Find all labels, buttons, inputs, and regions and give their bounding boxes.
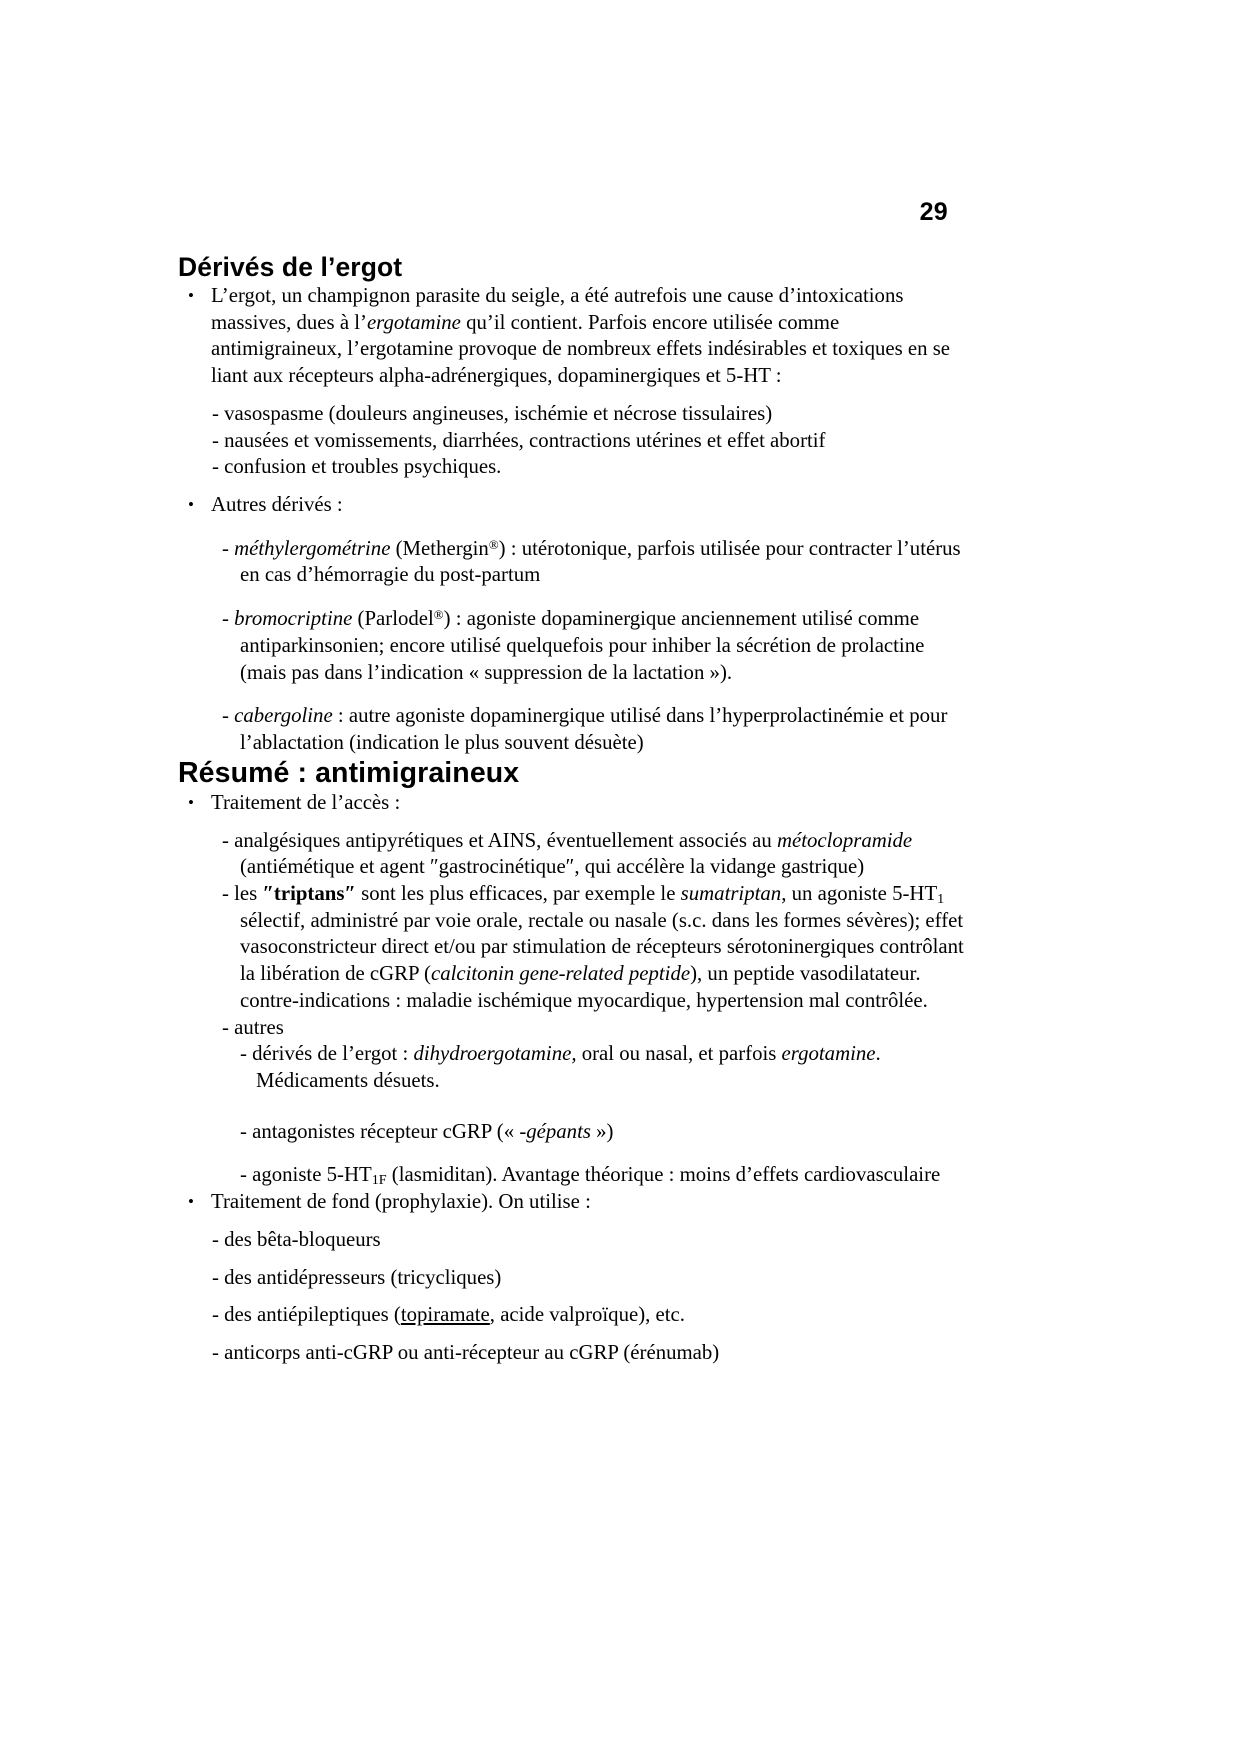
brand-text: (Parlodel bbox=[352, 607, 434, 631]
bullet-text-part1: L’ergot, un champignon parasite du seigle, a été autrefois une cause d’intoxications massives, dues à l’ bbox=[211, 284, 904, 334]
text-part5: ), un peptide vasodilatateur. bbox=[690, 962, 921, 986]
term-triptans: ″triptans″ bbox=[262, 881, 356, 905]
bullet-marker-icon: • bbox=[188, 1191, 194, 1211]
dash-marker: - bbox=[222, 536, 235, 560]
drug-name-dihydroergotamine: dihydroergotamine, bbox=[413, 1042, 577, 1066]
drug-name-ergotamine: ergotamine bbox=[366, 310, 461, 334]
bullet-autres-derives bbox=[178, 492, 968, 519]
description-text: ) : utérotonique, parfois utilisée pour contracter l’utérus en cas d’hémorragie du post-partum bbox=[240, 536, 961, 587]
text-part3: , un agoniste 5-HT bbox=[781, 881, 938, 905]
text-part2: (antiémétique et agent ″gastrocinétique″, qui accélère la vidange gastrique) bbox=[240, 855, 865, 879]
list-item-nausees: - nausées et vomissements, diarrhées, contractions utérines et effet abortif bbox=[212, 428, 826, 452]
list-item-lasmiditan bbox=[178, 1162, 968, 1189]
text-part2: sont les plus efficaces, par exemple le bbox=[355, 881, 681, 905]
list-item-beta-bloqueurs: - des bêta-bloqueurs bbox=[212, 1227, 381, 1251]
list-item-gepants bbox=[178, 1119, 968, 1146]
receptor-subscript-1: 1 bbox=[937, 891, 945, 908]
section-heading-derives-ergot: Dérivés de l’ergot bbox=[178, 252, 403, 282]
drug-name-sumatriptan: sumatriptan bbox=[680, 881, 782, 905]
text-part2: , acide valproïque), etc. bbox=[489, 1303, 685, 1327]
description-text: : autre agoniste dopaminergique utilisé dans l’hyperprolactinémie et pour l’ablactation (indication le plus souvent désuète) bbox=[240, 704, 948, 755]
page-number: 29 bbox=[919, 198, 948, 226]
term-gepants: gépants bbox=[526, 1119, 591, 1143]
bullet-text-part2: qu’il contient. Parfois encore utilisée comme antimigraineux, l’ergotamine provoque de nombreux effets indésirables et toxiques en se liant aux récepteurs alpha-adrénergiques, dopaminergiques et 5-HT : bbox=[211, 310, 951, 388]
bullet-marker-icon: • bbox=[188, 285, 194, 305]
list-item-bromocriptine bbox=[178, 606, 968, 686]
text-part1: - agoniste 5-HT bbox=[240, 1163, 372, 1187]
drug-name-bromocriptine: bromocriptine bbox=[234, 607, 353, 631]
text-part1: - des antiépileptiques ( bbox=[212, 1303, 401, 1327]
drug-name-methylergometrine: méthylergométrine bbox=[234, 536, 391, 560]
description-text: ) : agoniste dopaminergique anciennement utilisé comme antiparkinsonien; encore utilisé quelquefois pour inhiber la sécrétion de prolactine (mais pas dans l’indication « suppression de la lactation »). bbox=[240, 607, 925, 684]
list-item-autres: - autres bbox=[222, 1015, 284, 1039]
text-part2: oral ou nasal, et parfois bbox=[576, 1042, 782, 1066]
receptor-subscript-1f: 1F bbox=[371, 1172, 387, 1189]
list-item-triptans bbox=[178, 881, 968, 1015]
drug-name-ergotamine: ergotamine bbox=[781, 1042, 876, 1066]
text-contre-indications: contre-indications : maladie ischémique myocardique, hypertension mal contrôlée. bbox=[240, 988, 928, 1012]
text-part2: ») bbox=[590, 1119, 614, 1143]
list-item-cabergoline bbox=[178, 703, 968, 756]
list-item-analgesiques bbox=[178, 828, 968, 881]
brand-text: (Methergin bbox=[390, 536, 489, 560]
section-heading-resume-antimigraineux: Résumé : antimigraineux bbox=[178, 756, 520, 789]
bullet-text: Autres dérivés : bbox=[211, 493, 343, 517]
drug-name-cabergoline: cabergoline bbox=[234, 704, 333, 728]
text-part1: - antagonistes récepteur cGRP (« - bbox=[240, 1119, 527, 1143]
list-item-anticorps-cgrp: - anticorps anti-cGRP ou anti-récepteur au cGRP (érénumab) bbox=[212, 1341, 720, 1364]
list-item-derives-ergot bbox=[178, 1041, 968, 1094]
bullet-traitement-acces bbox=[178, 790, 968, 817]
list-item-confusion: - confusion et troubles psychiques. bbox=[212, 455, 502, 479]
text-part1: - les bbox=[222, 881, 263, 905]
bullet-traitement-fond bbox=[178, 1189, 968, 1216]
list-item-methylergometrine bbox=[178, 536, 968, 589]
registered-trademark-icon: ® bbox=[433, 608, 444, 623]
list-item-antiepileptiques bbox=[178, 1302, 968, 1329]
dash-marker: - bbox=[222, 704, 235, 728]
text-part4: sélectif, administré par voie orale, rectale ou nasale (s.c. dans les formes sévères); effet vasoconstricteur direct et/ou par stimulation de récepteurs sérotoninergiques contrôlant la libération de cGRP ( bbox=[240, 908, 964, 986]
text-part1: - dérivés de l’ergot : bbox=[240, 1042, 414, 1066]
dash-marker: - bbox=[222, 607, 235, 631]
drug-name-topiramate: topiramate bbox=[400, 1303, 490, 1327]
term-calcitonin-gene-related-peptide: calcitonin gene-related peptide bbox=[430, 962, 691, 986]
text-part3: . bbox=[875, 1042, 881, 1066]
bullet-text: Traitement de l’accès : bbox=[211, 790, 401, 814]
bullet-text: Traitement de fond (prophylaxie). On utilise : bbox=[211, 1190, 591, 1214]
text-part1: - analgésiques antipyrétiques et AINS, éventuellement associés au bbox=[222, 828, 777, 852]
bullet-ergot-intro bbox=[178, 283, 968, 390]
drug-name-metoclopramide: métoclopramide bbox=[777, 828, 913, 852]
document-content bbox=[178, 252, 968, 1367]
bullet-marker-icon: • bbox=[188, 792, 194, 812]
list-item-antidepresseurs: - des antidépresseurs (tricycliques) bbox=[212, 1265, 502, 1289]
bullet-marker-icon: • bbox=[188, 494, 194, 514]
text-part2: (lasmiditan). Avantage théorique : moins d’effets cardiovasculaire bbox=[386, 1163, 941, 1187]
list-item-vasospasme: - vasospasme (douleurs angineuses, ischémie et nécrose tissulaires) bbox=[212, 401, 773, 425]
text-medicaments-desuets: Médicaments désuets. bbox=[256, 1068, 440, 1092]
registered-trademark-icon: ® bbox=[488, 537, 499, 552]
